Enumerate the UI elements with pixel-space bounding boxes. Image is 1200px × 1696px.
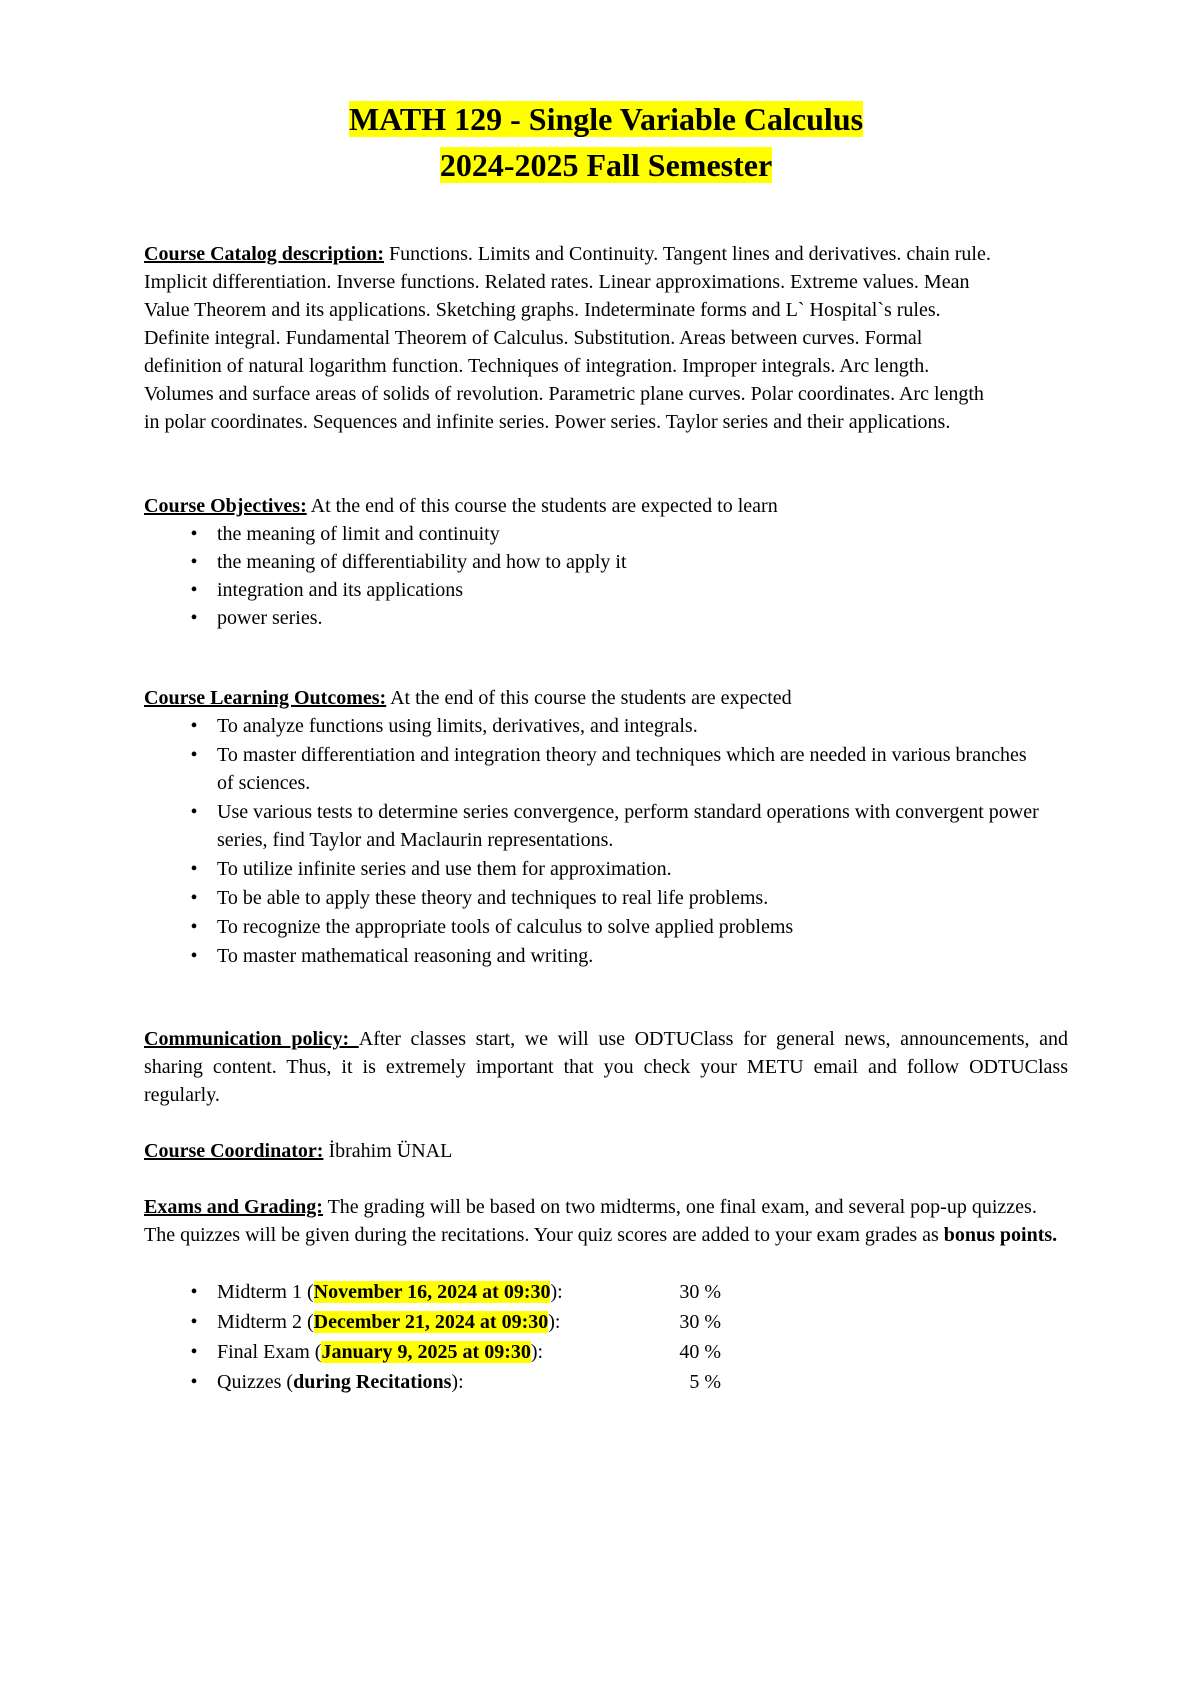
outcomes-heading: Course Learning Outcomes:: [144, 687, 387, 709]
coordinator-section: [144, 1137, 1068, 1165]
list-item: • power series.: [144, 604, 1068, 632]
grading-item-quizzes: • Quizzes (during Recitations): 5 %: [144, 1367, 1068, 1397]
bullet-icon: •: [190, 1281, 198, 1303]
bullet-icon: •: [190, 607, 198, 629]
list-item: • the meaning of differentiability and how to apply it: [144, 548, 1068, 576]
page-title: [144, 96, 1068, 188]
objectives-section: [144, 492, 1068, 632]
communication-section: [144, 1025, 1068, 1109]
bullet-icon: •: [190, 744, 198, 766]
list-item: • To recognize the appropriate tools of calculus to solve applied problems: [144, 913, 1044, 941]
objectives-list: [144, 520, 1068, 632]
grading-item-midterm1: • Midterm 1 (November 16, 2024 at 09:30): 30 %: [144, 1277, 1068, 1307]
bullet-icon: •: [190, 523, 198, 545]
grading-item-midterm2: • Midterm 2 (December 21, 2024 at 09:30): 30 %: [144, 1307, 1068, 1337]
communication-heading: Communication policy:: [144, 1028, 359, 1050]
bullet-icon: •: [190, 1311, 198, 1333]
exam-date: December 21, 2024 at 09:30: [313, 1311, 549, 1333]
bonus-points-text: bonus points.: [943, 1224, 1058, 1246]
catalog-section: [144, 240, 994, 436]
bullet-icon: •: [190, 1371, 198, 1393]
list-item: • To master differentiation and integration theory and techniques which are needed in various branches of sciences.: [144, 741, 1044, 797]
quiz-timing: during Recitations: [293, 1371, 452, 1393]
grade-weight: 30 %: [679, 1281, 721, 1303]
bullet-icon: •: [190, 858, 198, 880]
list-item: • To analyze functions using limits, derivatives, and integrals.: [144, 712, 1044, 740]
grading-text: The grading will be based on two midterms, one final exam, and several pop-up quizzes. The quizzes will be given during the recitations. Your quiz scores are added to your exam grades as: [144, 1196, 1037, 1246]
catalog-text: Functions. Limits and Continuity. Tangent lines and derivatives. chain rule. Implicit differentiation. Inverse functions. Related rates. Linear approximations. Extreme values. Mean Value Theorem and its applications. Sketching graphs. Indeterminate forms and L` Hospital`s rules. Definite integral. Fundamental Theorem of Calculus. Substitution. Areas between curves. Formal definition of natural logarithm function. Techniques of integration. Improper integrals. Arc length. Volumes and surface areas of solids of revolution. Parametric plane curves. Polar coordinates. Arc length in polar coordinates. Sequences and infinite series. Power series. Taylor series and their applications.: [144, 243, 991, 433]
outcomes-list: [144, 712, 1044, 970]
bullet-icon: •: [190, 945, 198, 967]
grade-weight: 5 %: [689, 1371, 721, 1393]
grade-weight: 40 %: [679, 1341, 721, 1363]
list-item: • the meaning of limit and continuity: [144, 520, 1068, 548]
bullet-icon: •: [190, 801, 198, 823]
grading-heading: Exams and Grading:: [144, 1196, 323, 1218]
coordinator-name: İbrahim ÜNAL: [323, 1140, 453, 1162]
grading-section: [144, 1193, 1068, 1249]
outcomes-intro: At the end of this course the students are expected: [386, 687, 792, 709]
communication-text: After classes start, we will use ODTUClass for general news, announcements, and sharing content. Thus, it is extremely important that you check your METU email and follow ODTUClass regularly.: [144, 1028, 1068, 1106]
bullet-icon: •: [190, 916, 198, 938]
exam-date: January 9, 2025 at 09:30: [321, 1341, 531, 1363]
bullet-icon: •: [190, 1341, 198, 1363]
objectives-intro: At the end of this course the students are expected to learn: [306, 495, 778, 517]
list-item: • To master mathematical reasoning and writing.: [144, 942, 1044, 970]
bullet-icon: •: [190, 579, 198, 601]
title-line-semester: 2024-2025 Fall Semester: [439, 147, 773, 183]
objectives-heading: Course Objectives:: [144, 495, 307, 517]
grading-item-final: • Final Exam (January 9, 2025 at 09:30): 40 %: [144, 1337, 1068, 1367]
list-item: • To be able to apply these theory and techniques to real life problems.: [144, 884, 1044, 912]
exam-date: November 16, 2024 at 09:30: [313, 1281, 551, 1303]
list-item: • To utilize infinite series and use them for approximation.: [144, 855, 1044, 883]
coordinator-heading: Course Coordinator:: [144, 1140, 324, 1162]
grading-breakdown-list: [144, 1277, 1068, 1397]
catalog-heading: Course Catalog description:: [144, 243, 384, 265]
title-line-course: MATH 129 - Single Variable Calculus: [348, 101, 864, 137]
grade-weight: 30 %: [679, 1311, 721, 1333]
bullet-icon: •: [190, 887, 198, 909]
bullet-icon: •: [190, 715, 198, 737]
bullet-icon: •: [190, 551, 198, 573]
list-item: • integration and its applications: [144, 576, 1068, 604]
outcomes-section: [144, 684, 1068, 970]
list-item: • Use various tests to determine series convergence, perform standard operations with convergent power series, find Taylor and Maclaurin representations.: [144, 798, 1044, 854]
syllabus-page: [144, 96, 1068, 1397]
